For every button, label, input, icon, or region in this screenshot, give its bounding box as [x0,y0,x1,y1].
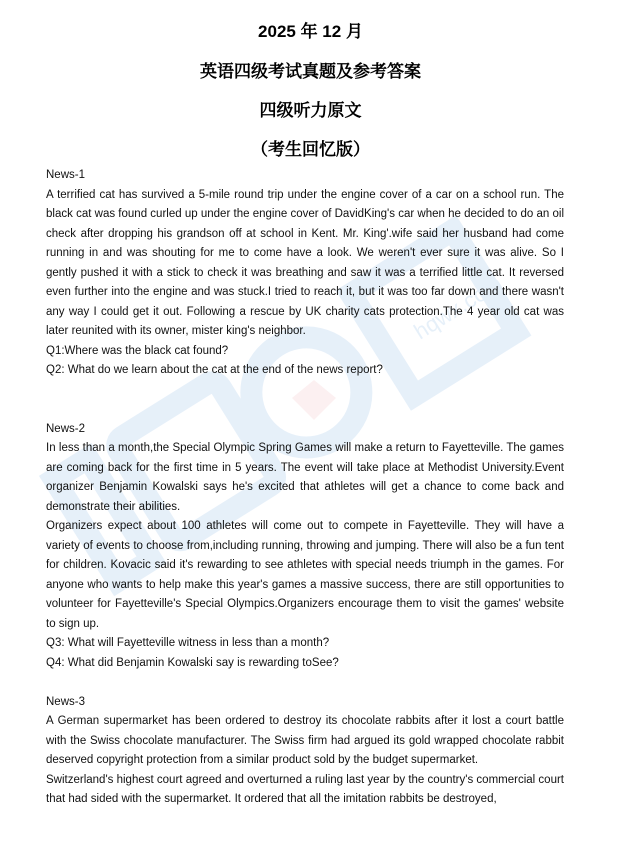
question-q4: Q4: What did Benjamin Kowalski say is rewarding toSee? [46,656,339,669]
question-q2: Q2: What do we learn about the cat at the end of the news report? [46,364,383,376]
news-heading: News-3 [46,695,85,708]
question-q3: Q3: What will Fayetteville witness in less than a month? [46,637,330,649]
exam-date: 2025 年 12 月 [258,22,363,41]
edition-note: （考生回忆版） [251,140,370,159]
transcript-body [46,166,564,810]
news-paragraph: A German supermarket has been ordered to destroy its chocolate rabbits after it lost a court battle with the Swiss chocolate manufacturer. The Swiss firm had argued its gold wrapped chocolate rabbit deserved copyright protection from a similar product sold by the budget supermarket. [46,715,564,766]
news-paragraph: In less than a month,the Special Olympic Spring Games will make a return to Fayetteville. The games are coming back for the first time in 5 years. The event will take place at Methodist University.Event organizer Benjamin Kowalski says he's excited that athletes will get a chance to come back and demonstrate their abilities. [46,442,564,513]
section-title: 四级听力原文 [259,101,362,120]
news-heading: News-1 [46,169,85,181]
title-block [0,14,621,169]
news-section-1 [46,166,564,381]
news-paragraph: Switzerland's highest court agreed and overturned a ruling last year by the country's commercial court that had sided with the supermarket. It ordered that all the imitation rabbits be destroyed, [46,773,564,805]
document-title: 英语四级考试真题及参考答案 [200,62,421,81]
question-q1: Q1:Where was the black cat found? [46,344,229,357]
news-paragraph: Organizers expect about 100 athletes will come out to compete in Fayetteville. They will have a variety of events to choose from,including running, throwing and jumping. There will also be a fun tent for children. Kovacic said it's rewarding to see athletes with special needs triumph in the games. For anyone who wants to help make this year's games a massive success, there are still opportunities to volunteer for Fayetteville's Special Olympics.Organizers encourage them to visit the games' website to sign up. [46,520,564,630]
news-heading: News-2 [46,422,85,435]
news-section-3 [46,693,564,810]
watermark-text: hqwx.com [409,270,507,345]
news-paragraph: A terrified cat has survived a 5-mile round trip under the engine cover of a car on a school run. The black cat was found curled up under the engine cover of DavidKing's car when he decided to do an oil check after dropping his grandson off at school in Kent. Mr. King'.wife said her husband had come running in and was shouting for me to come have a look. We weren't ever sure it was alive. So I gently pushed it with a stick to check it was breathing and saw it was a terrified little cat. It reversed even further into the engine and was stuck.I tried to reach it, but it was too far down and there wasn't any way I could get it out. Following a rescue by UK charity cats protection.The 4 year old cat was later reunited with its owner, mister king's neighbor. [46,188,564,337]
news-section-2 [46,420,564,674]
